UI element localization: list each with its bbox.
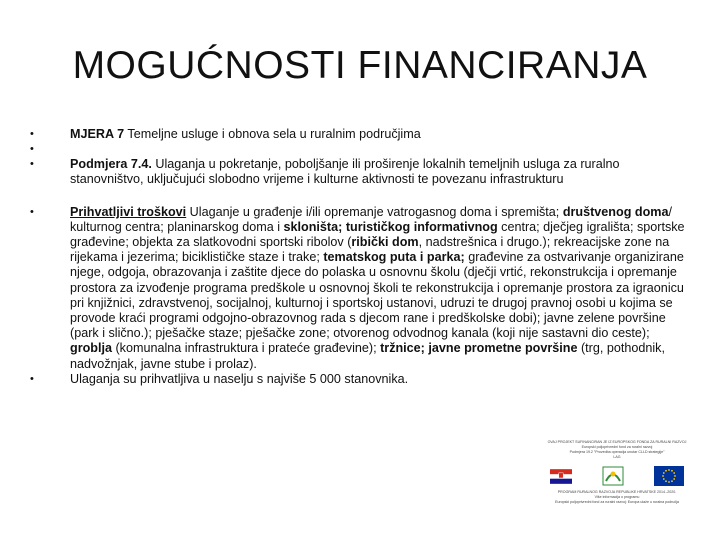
bullet-list bbox=[30, 127, 690, 387]
page-title: MOGUĆNOSTI FINANCIRANJA bbox=[72, 44, 648, 87]
funding-text-top bbox=[542, 440, 692, 460]
funding-text-line: OVAJ PROJEKT SUFINANCIRAN JE IZ EUROPSKOG FONDA ZA RURALNI RAZVOJ bbox=[547, 440, 687, 444]
funding-text-line: LAG bbox=[613, 455, 621, 459]
eu-flag-icon bbox=[654, 466, 684, 486]
podmjera-label: Podmjera 7.4. bbox=[70, 157, 152, 172]
mjera-text: Temeljne usluge i obnova sela u ruralnim područjima bbox=[127, 127, 421, 141]
troskovi-segment: tržnice; javne prometne površine bbox=[380, 341, 578, 356]
bullet-dot: • bbox=[30, 143, 34, 156]
funding-text-line: Više informacija o programu bbox=[594, 495, 640, 499]
leader-logo-icon bbox=[602, 466, 624, 486]
bullet-dot: • bbox=[30, 372, 34, 385]
list-item-podmjera bbox=[30, 157, 690, 187]
flags-row bbox=[550, 466, 684, 486]
troskovi-label: Prihvatljivi troškovi bbox=[70, 204, 187, 219]
bullet-dot: • bbox=[30, 158, 34, 171]
list-item-stanovnici bbox=[30, 372, 690, 387]
troskovi-segment: / kulturnog centra; planinarskog doma i bbox=[70, 204, 672, 234]
list-item-empty bbox=[30, 142, 690, 157]
troskovi-segment: ribički dom bbox=[351, 235, 419, 250]
troskovi-segment: groblja bbox=[70, 341, 112, 356]
troskovi-segment: građevine za ostvarivanje organizirane njege, odgoja, obrazovanja i zaštite djece do polaska u osnovnu školu (dječji vrtić, rekonstrukcija i opremanje prostora za izvođenje programa predškole u osnovnoj školi te rekonstrukcija i opremanje prostora za igraonicu pri knjižnici, zdravstvenoj, socijalnoj, kulturnoj i sportskoj ustanovi, udruzi te drugoj pravnoj osobi u kojima se provode kraći programi odgojno-obrazovnog rada s djecom rane i predškolske dobi); javne zelene površine (park i slično.); pješačke staze; pješačke zone; otvorenog odvodnog kanala (koji nije sastavni dio ceste); bbox=[70, 250, 684, 341]
mjera-label: MJERA 7 bbox=[70, 127, 125, 141]
funding-text-line: PROGRAM RURALNOG RAZVOJA REPUBLIKE HRVATSKE 2014.-2020. bbox=[557, 490, 677, 494]
funding-text-line: Europski poljoprivredni fond za ruralni razvoj bbox=[581, 445, 653, 449]
stanovnici-text: Ulaganja su prihvatljiva u naselju s najviše 5 000 stanovnika. bbox=[70, 371, 409, 386]
troskovi-segment: Ulaganje u građenje i/ili opremanje vatrogasnog doma i spremišta; bbox=[186, 204, 563, 219]
funding-text-line: Europski poljoprivredni fond za ruralni razvoj: Europa ulaže u ruralna područja bbox=[555, 500, 679, 504]
bullet-dot: • bbox=[30, 205, 34, 218]
bullet-dot: • bbox=[30, 128, 34, 140]
troskovi-segment: društvenog doma bbox=[562, 204, 669, 219]
troskovi-segment: (komunalna infrastruktura i prateće građevine); bbox=[111, 341, 381, 356]
troskovi-text bbox=[70, 205, 685, 371]
list-item-troskovi bbox=[30, 205, 690, 372]
funding-text-bottom bbox=[542, 490, 692, 505]
troskovi-segment: skloništa; turističkog informativnog bbox=[283, 219, 498, 234]
croatia-flag-icon bbox=[550, 469, 572, 484]
troskovi-segment: (trg, pothodnik, nadvožnjak, javne stube i prolaz). bbox=[70, 341, 665, 371]
troskovi-segment: centra; dječjeg igrališta; sportske građevine; objekta za slatkovodni sportski ribolov ( bbox=[70, 219, 685, 250]
list-item-mjera bbox=[30, 127, 690, 142]
troskovi-segment: tematskog puta i parka; bbox=[323, 250, 465, 265]
podmjera-text: Ulaganja u pokretanje, poboljšanje ili proširenje lokalnih temeljnih usluga za ruralno stanovništvo, uključujući slobodno vrijeme i kulturne aktivnosti te povezanu infrastrukturu bbox=[70, 157, 620, 187]
funding-text-line: Podmjera 19.2 "Provedba operacija unutar CLLD strategije" bbox=[569, 450, 665, 454]
troskovi-segment: , nadstrešnica i drugo.); rekreacijske zone na rijekama i jezerima; biciklističke staze i trake; bbox=[70, 235, 670, 265]
funding-logos bbox=[542, 440, 692, 532]
